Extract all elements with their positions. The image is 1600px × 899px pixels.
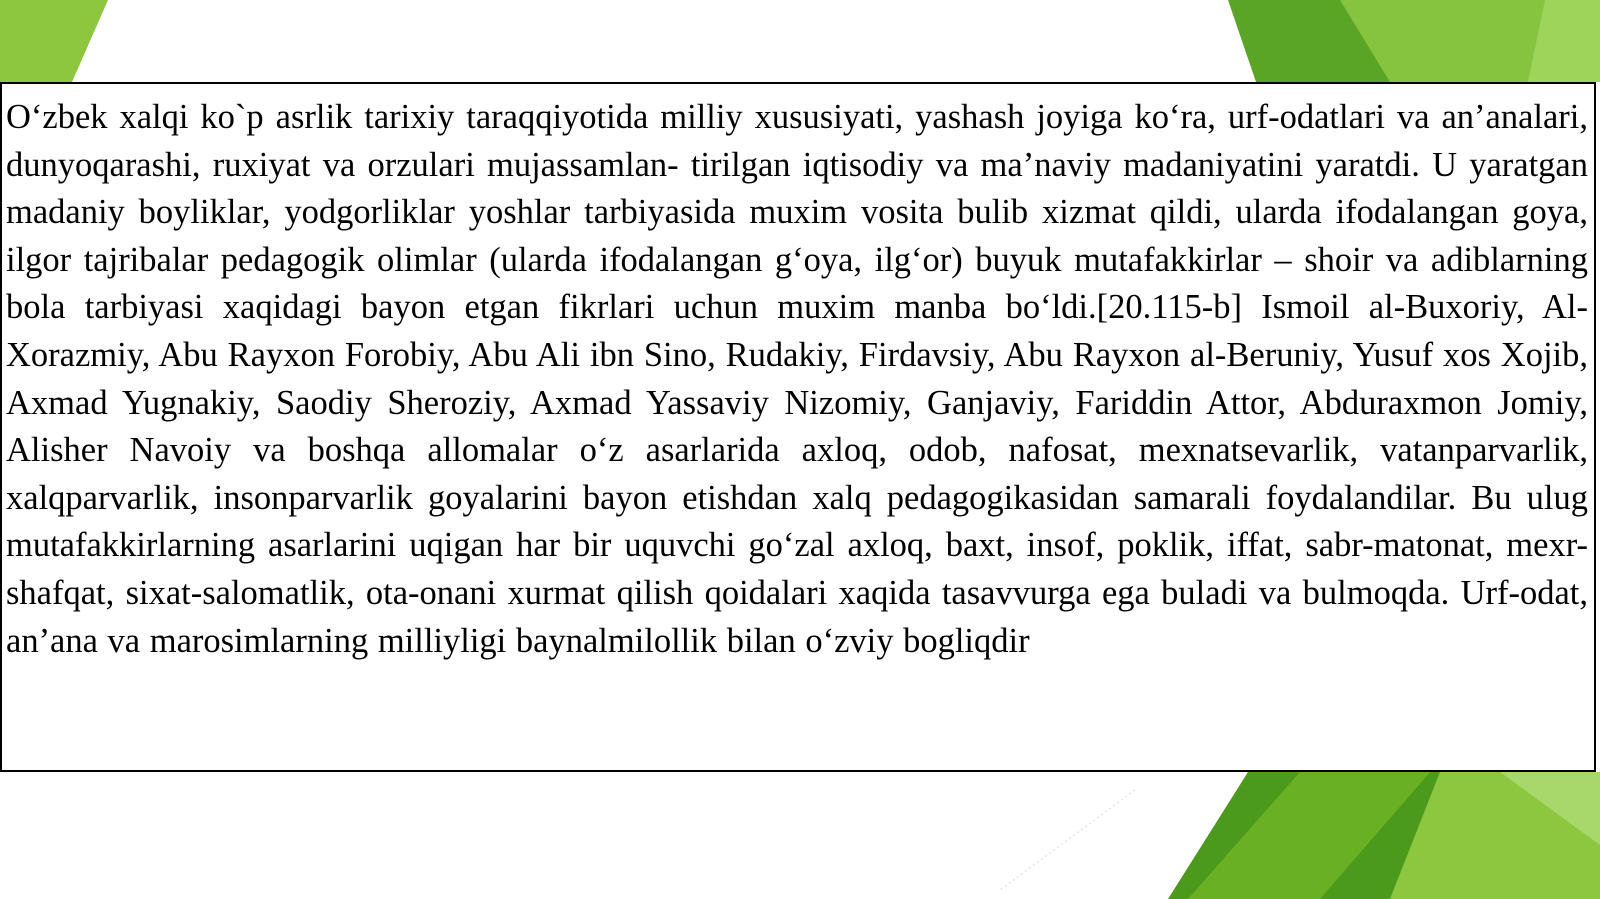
green-triangle-top-left <box>0 0 108 82</box>
text-box <box>0 82 1596 772</box>
body-paragraph: O‘zbek xalqi ko`p asrlik tarixiy taraqqiyotida milliy xususiyati, yashash joyiga ko‘ra, urf-odatlari va an’analari, dunyoqarashi, ruxiyat va orzulari mujassamlan- tirilgan iqtisodiy va ma’naviy madaniyatini yaratdi. U yaratgan madaniy boyliklar, yodgorliklar yoshlar tarbiyasida muxim vosita bulib xizmat qildi, ularda ifodalangan goya, ilgor tajribalar pedagogik olimlar (ularda ifodalangan g‘oya, ilg‘or) buyuk mutafakkirlar – shoir va adiblarning bola tarbiyasi xaqidagi bayon etgan fikrlari uchun muxim manba bo‘ldi.[20.115-b] Ismoil al-Buxoriy, Al-Xorazmiy, Abu Rayxon Forobiy, Abu Ali ibn Sino, Rudakiy, Firdavsiy, Abu Rayxon al-Beruniy, Yusuf xos Xojib, Axmad Yugnakiy, Saodiy Sheroziy, Axmad Yassaviy Nizomiy, Ganjaviy, Fariddin Attor, Abduraxmon Jomiy, Alisher Navoiy va boshqa allomalar o‘z asarlarida axloq, odob, nafosat, mexnatsevarlik, vatanparvarlik, xalqparvarlik, insonparvarlik goyalarini bayon etishdan xalq pedagogikasidan samarali foydalandilar. Bu ulug mutafakkirlarning asarlarini uqigan har bir uquvchi go‘zal axloq, baxt, insof, poklik, iffat, sabr-matonat, mexr-shafqat, sixat-salomatlik, ota-onani xurmat qilish qoidalari xaqida tasavvurga ega buladi va bulmoqda. Urf-odat, an’ana va marosimlarning milliyligi baynalmilollik bilan o‘zviy bogliqdir <box>6 98 1588 660</box>
faint-decorative-line <box>1000 790 1135 890</box>
